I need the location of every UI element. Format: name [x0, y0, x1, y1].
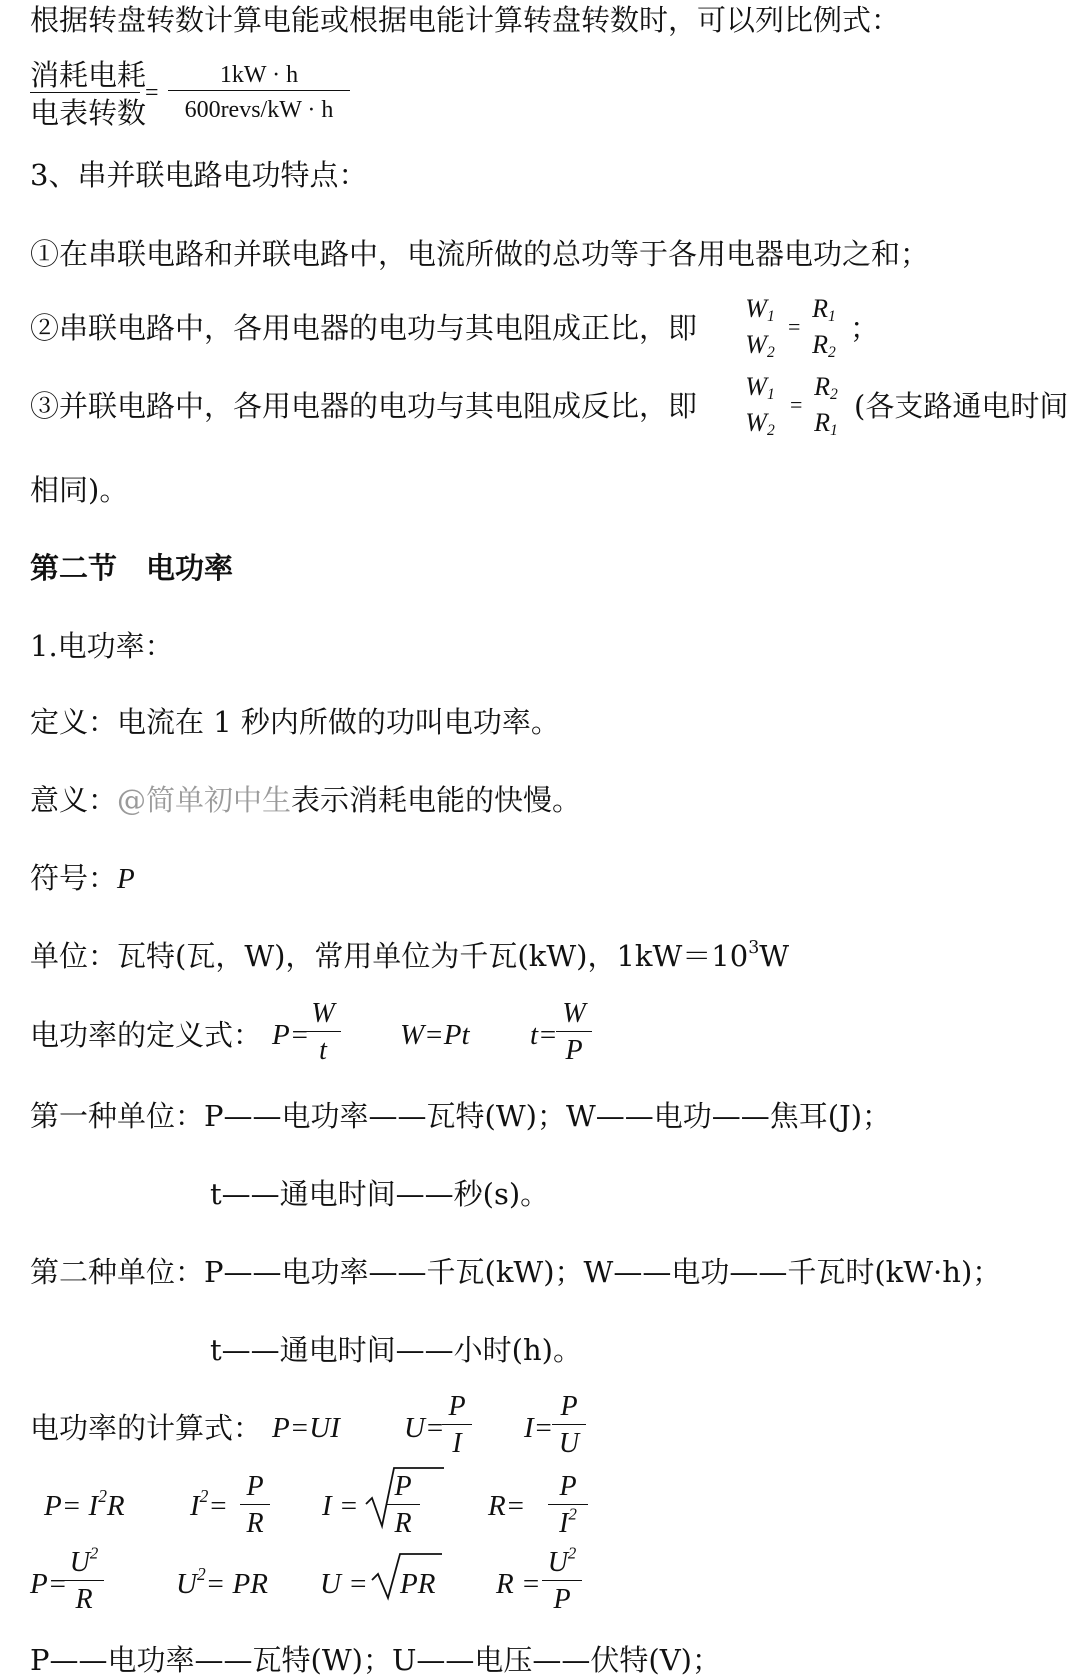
- semicolon: ；: [850, 311, 880, 345]
- w-symbol: W: [745, 408, 767, 437]
- formula-i-equals: I=: [524, 1412, 554, 1444]
- proportion-left-fraction: [30, 58, 147, 133]
- equals-sign: =: [788, 314, 801, 339]
- w-symbol: W: [745, 330, 767, 359]
- unit-text-end: W: [759, 939, 790, 973]
- w-symbol: W: [745, 372, 767, 401]
- meaning-label: 意义：: [30, 783, 118, 817]
- calc-formula-label: 电功率的计算式：: [30, 1411, 263, 1445]
- meaning-text: 表示消耗电能的快慢。: [291, 783, 582, 817]
- definition-formula-label: 电功率的定义式：: [30, 1018, 263, 1052]
- r-symbol: R: [812, 330, 829, 359]
- formula-u-equals-sqrt: U =: [320, 1568, 368, 1600]
- formula-u2-over-r: $U^2$ R: [64, 1546, 104, 1619]
- power-symbol: P: [117, 863, 135, 895]
- exponent: 3: [748, 937, 760, 958]
- formula-p-equals: P=: [30, 1568, 68, 1600]
- r-symbol: R: [814, 372, 831, 401]
- point-3: ③并联电路中，各用电器的电功与其电阻成反比，即: [30, 389, 698, 423]
- heading-3: 3、串并联电路电功特点：: [30, 158, 368, 192]
- unit-set-2: 第二种单位：P——电功率——千瓦(kW)；W——电功——千瓦时(kW·h)；: [30, 1255, 1002, 1289]
- equals-sign: =: [790, 392, 803, 417]
- unit-set-1-time: t——通电时间——秒(s)。: [210, 1177, 550, 1211]
- formula-p-over-r: P R: [240, 1470, 270, 1543]
- w-ratio-fraction: $W_1$ $W_2$: [745, 372, 775, 439]
- definition-line: 定义：电流在 1 秒内所做的功叫电功率。: [30, 705, 560, 739]
- formula-p-over-i: P I: [442, 1390, 472, 1463]
- formula-u2-over-p: $U^2$ P: [542, 1546, 582, 1619]
- formula-p-equals: P=: [272, 1019, 310, 1051]
- r-symbol: R: [814, 408, 831, 437]
- r-ratio-fraction: $R_1$ $R_2$: [812, 294, 836, 361]
- formula-u-equals: U=: [404, 1412, 445, 1444]
- formula-r-equals: R =: [496, 1568, 541, 1600]
- legend-last-line: P——电功率——瓦特(W)；U——电压——伏特(V)；: [30, 1643, 721, 1677]
- formula-w-over-p: W P: [556, 997, 592, 1070]
- formula-r-equals: R=: [488, 1490, 526, 1522]
- formula-p-i2r: $P= I^2R$: [44, 1485, 125, 1522]
- point-1: ①在串联电路和并联电路中，电流所做的总功等于各用电器电功之和；: [30, 237, 930, 271]
- formula-w-pt: W=Pt: [400, 1019, 470, 1051]
- fraction-numerator: 消耗电耗: [30, 58, 147, 92]
- intro-line: 根据转盘转数计算电能或根据电能计算转盘转数时，可以列比例式：: [30, 3, 901, 37]
- formula-i2-equals: $I^2=$: [190, 1485, 228, 1522]
- unit-line: [30, 936, 789, 976]
- point-2: ②串联电路中，各用电器的电功与其电阻成正比，即: [30, 311, 698, 345]
- formula-t-equals: t=: [530, 1019, 558, 1051]
- item-1-heading: 1.电功率：: [30, 629, 174, 663]
- unit-text: 单位：瓦特(瓦，W)，常用单位为千瓦(kW)，1kW＝10: [30, 939, 749, 973]
- proportion-right-fraction: [168, 60, 350, 129]
- w-symbol: W: [745, 294, 767, 323]
- formula-u2-pr: $U^2=$ PR: [176, 1563, 268, 1600]
- r-symbol: R: [812, 294, 829, 323]
- formula-w-over-t: W t: [305, 997, 341, 1070]
- unit-set-2-time: t——通电时间——小时(h)。: [210, 1333, 582, 1367]
- equals-sign: =: [145, 80, 159, 106]
- formula-i-equals-sqrt: I =: [322, 1490, 359, 1522]
- formula-p-over-i2: P $I^2$: [548, 1470, 588, 1543]
- r-ratio-fraction: $R_2$ $R_1$: [814, 372, 838, 439]
- parenthetical-note: (各支路通电时间: [854, 389, 1069, 423]
- continuation-line: 相同)。: [30, 473, 129, 507]
- watermark-text: @简单初中生: [117, 783, 292, 817]
- fraction-denominator: 电表转数: [30, 96, 147, 130]
- formula-sqrt-p-over-r: P R: [386, 1470, 420, 1543]
- formula-p-ui: P=UI: [272, 1412, 340, 1444]
- symbol-label: 符号：: [30, 861, 118, 895]
- formula-sqrt-pr: PR: [400, 1568, 436, 1600]
- section-title: 第二节 电功率: [30, 551, 234, 585]
- symbol-line: [30, 858, 135, 899]
- fraction-numerator: 1kW · h: [219, 62, 299, 88]
- w-ratio-fraction: $W_1$ $W_2$: [745, 294, 775, 361]
- unit-set-1: 第一种单位：P——电功率——瓦特(W)；W——电功——焦耳(J)；: [30, 1099, 892, 1133]
- meaning-line: [30, 780, 581, 820]
- formula-p-over-u: P U: [552, 1390, 586, 1463]
- fraction-denominator: 600revs/kW · h: [184, 97, 334, 123]
